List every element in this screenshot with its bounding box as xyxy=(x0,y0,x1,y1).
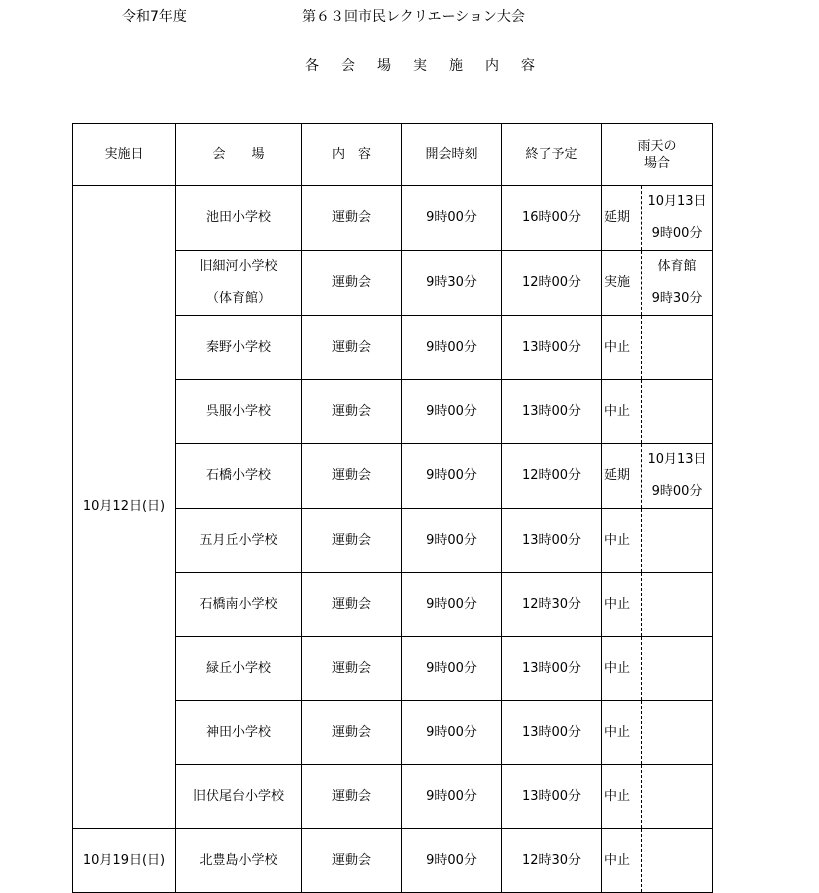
rain-detail-line: 9時00分 xyxy=(651,226,703,241)
content-cell: 運動会 xyxy=(302,701,402,765)
venue-line: （体育館） xyxy=(205,291,271,306)
rain-action-cell: 延期 xyxy=(602,186,642,251)
rain-action-cell: 延期 xyxy=(602,444,642,509)
page-subtitle: 各会場実施内容 xyxy=(305,58,557,74)
venue-line: 旧細河小学校 xyxy=(199,259,278,274)
rain-detail-line: 10月13日 xyxy=(647,452,707,467)
rain-action-cell: 中止 xyxy=(602,509,642,573)
col-content: 内 容 xyxy=(302,124,402,186)
end-time-cell: 12時00分 xyxy=(502,251,602,316)
rain-detail-line: 9時00分 xyxy=(651,484,703,499)
start-time-cell: 9時00分 xyxy=(402,701,502,765)
rain-detail-cell xyxy=(642,829,713,893)
venue-cell xyxy=(176,444,302,509)
start-time-cell: 9時00分 xyxy=(402,186,502,251)
table-header-row xyxy=(73,124,713,186)
content-cell: 運動会 xyxy=(302,380,402,444)
rain-detail-cell xyxy=(642,251,713,316)
end-time-cell: 12時00分 xyxy=(502,444,602,509)
rain-detail-cell xyxy=(642,186,713,251)
venue-line: 池田小学校 xyxy=(205,210,271,225)
content-cell: 運動会 xyxy=(302,186,402,251)
col-start: 開会時刻 xyxy=(402,124,502,186)
col-rain-line2: 場合 xyxy=(644,155,671,171)
start-time-cell: 9時00分 xyxy=(402,444,502,509)
venue-schedule-table xyxy=(72,123,713,893)
start-time-cell: 9時00分 xyxy=(402,316,502,380)
date-cell: 10月19日(日) xyxy=(73,829,176,893)
col-venue: 会 場 xyxy=(176,124,302,186)
rain-action-cell: 中止 xyxy=(602,765,642,829)
venue-cell xyxy=(176,251,302,316)
rain-detail-cell xyxy=(642,701,713,765)
venue-line: 呉服小学校 xyxy=(205,403,271,419)
col-rain-line1: 雨天の xyxy=(637,138,677,154)
start-time-cell: 9時00分 xyxy=(402,509,502,573)
rain-action-cell: 中止 xyxy=(602,637,642,701)
rain-detail-cell xyxy=(642,316,713,380)
start-time-cell: 9時00分 xyxy=(402,637,502,701)
end-time-cell: 13時00分 xyxy=(502,701,602,765)
venue-line: 旧伏尾台小学校 xyxy=(192,788,284,804)
end-time-cell: 13時00分 xyxy=(502,637,602,701)
rain-detail-line: 10月13日 xyxy=(647,194,707,209)
venue-line: 秦野小学校 xyxy=(205,339,271,355)
col-end: 終了予定 xyxy=(502,124,602,186)
end-time-cell: 12時30分 xyxy=(502,829,602,893)
venue-cell xyxy=(176,765,302,829)
col-date: 実施日 xyxy=(73,124,176,186)
rain-detail-cell xyxy=(642,444,713,509)
rain-detail-cell xyxy=(642,637,713,701)
start-time-cell: 9時00分 xyxy=(402,573,502,637)
rain-detail-cell xyxy=(642,573,713,637)
end-time-cell: 16時00分 xyxy=(502,186,602,251)
venue-line: 石橋南小学校 xyxy=(199,596,278,612)
fiscal-year: 令和7年度 xyxy=(122,9,187,25)
content-cell: 運動会 xyxy=(302,444,402,509)
end-time-cell: 13時00分 xyxy=(502,765,602,829)
start-time-cell: 9時00分 xyxy=(402,829,502,893)
venue-cell xyxy=(176,637,302,701)
venue-cell xyxy=(176,380,302,444)
venue-cell xyxy=(176,701,302,765)
start-time-cell: 9時30分 xyxy=(402,251,502,316)
venue-line: 神田小学校 xyxy=(205,724,271,740)
content-cell: 運動会 xyxy=(302,829,402,893)
venue-cell xyxy=(176,186,302,251)
venue-cell xyxy=(176,509,302,573)
content-cell: 運動会 xyxy=(302,765,402,829)
content-cell: 運動会 xyxy=(302,316,402,380)
end-time-cell: 13時00分 xyxy=(502,380,602,444)
date-cell: 10月12日(日) xyxy=(73,186,176,829)
rain-detail-cell xyxy=(642,509,713,573)
rain-action-cell: 実施 xyxy=(602,251,642,316)
col-rain xyxy=(602,124,713,186)
table-row xyxy=(73,829,713,893)
rain-detail-cell xyxy=(642,380,713,444)
start-time-cell: 9時00分 xyxy=(402,765,502,829)
content-cell: 運動会 xyxy=(302,573,402,637)
end-time-cell: 12時30分 xyxy=(502,573,602,637)
end-time-cell: 13時00分 xyxy=(502,509,602,573)
venue-cell xyxy=(176,316,302,380)
venue-line: 北豊島小学校 xyxy=(199,852,278,868)
rain-detail-line: 9時30分 xyxy=(651,291,703,306)
venue-cell xyxy=(176,829,302,893)
rain-action-cell: 中止 xyxy=(602,573,642,637)
rain-detail-cell xyxy=(642,765,713,829)
table-row xyxy=(73,186,713,251)
rain-action-cell: 中止 xyxy=(602,316,642,380)
venue-line: 石橋小学校 xyxy=(205,468,271,483)
venue-line: 緑丘小学校 xyxy=(205,660,271,676)
venue-line: 五月丘小学校 xyxy=(199,532,278,548)
rain-action-cell: 中止 xyxy=(602,701,642,765)
rain-action-cell: 中止 xyxy=(602,380,642,444)
content-cell: 運動会 xyxy=(302,637,402,701)
end-time-cell: 13時00分 xyxy=(502,316,602,380)
start-time-cell: 9時00分 xyxy=(402,380,502,444)
content-cell: 運動会 xyxy=(302,509,402,573)
page-title: 第６３回市民レクリエーション大会 xyxy=(302,9,525,25)
table-body xyxy=(73,186,713,893)
rain-action-cell: 中止 xyxy=(602,829,642,893)
content-cell: 運動会 xyxy=(302,251,402,316)
rain-detail-line: 体育館 xyxy=(657,259,697,274)
venue-cell xyxy=(176,573,302,637)
